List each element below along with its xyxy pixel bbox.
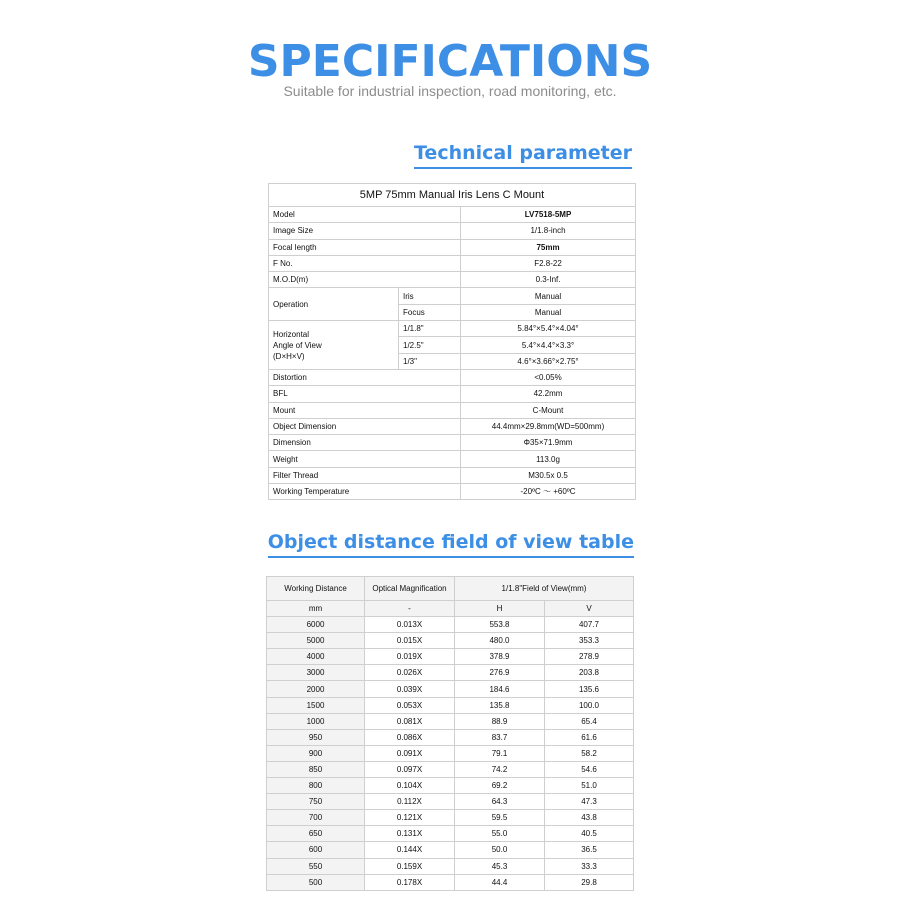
spec-value: 42.2mm bbox=[461, 386, 636, 402]
cell-optical-magnification: 0.081X bbox=[365, 713, 455, 729]
cell-fov-v: 51.0 bbox=[545, 778, 634, 794]
fov-table bbox=[266, 576, 634, 891]
fov-units-row bbox=[267, 601, 634, 617]
cell-fov-h: 480.0 bbox=[455, 633, 545, 649]
heading-underline bbox=[268, 556, 634, 558]
cell-fov-v: 40.5 bbox=[545, 826, 634, 842]
cell-optical-magnification: 0.159X bbox=[365, 858, 455, 874]
cell-optical-magnification: 0.019X bbox=[365, 649, 455, 665]
cell-fov-v: 407.7 bbox=[545, 617, 634, 633]
spec-label: Model bbox=[269, 207, 461, 223]
cell-fov-v: 65.4 bbox=[545, 713, 634, 729]
cell-working-distance: 5000 bbox=[267, 633, 365, 649]
table-row bbox=[267, 697, 634, 713]
table-row bbox=[267, 713, 634, 729]
cell-optical-magnification: 0.026X bbox=[365, 665, 455, 681]
table-row bbox=[267, 649, 634, 665]
spec-label: Object Dimension bbox=[269, 418, 461, 434]
cell-fov-h: 64.3 bbox=[455, 794, 545, 810]
fov-header-row bbox=[267, 577, 634, 601]
cell-fov-h: 88.9 bbox=[455, 713, 545, 729]
spec-value: 113.0g bbox=[461, 451, 636, 467]
cell-fov-h: 184.6 bbox=[455, 681, 545, 697]
spec-value: Manual bbox=[461, 288, 636, 304]
table-row bbox=[267, 874, 634, 890]
cell-fov-v: 58.2 bbox=[545, 745, 634, 761]
technical-parameter-heading-text: Technical parameter bbox=[414, 142, 632, 164]
cell-optical-magnification: 0.013X bbox=[365, 617, 455, 633]
cell-fov-v: 43.8 bbox=[545, 810, 634, 826]
angle-label-line: Horizontal bbox=[273, 329, 310, 339]
spec-sublabel: 1/2.5" bbox=[399, 337, 461, 353]
spec-value: 0.3-Inf. bbox=[461, 272, 636, 288]
cell-working-distance: 750 bbox=[267, 794, 365, 810]
table-row bbox=[267, 826, 634, 842]
unit-mag: - bbox=[365, 601, 455, 617]
heading-underline bbox=[414, 167, 632, 169]
cell-fov-h: 553.8 bbox=[455, 617, 545, 633]
table-row bbox=[267, 681, 634, 697]
cell-fov-v: 47.3 bbox=[545, 794, 634, 810]
spec-label: Weight bbox=[269, 451, 461, 467]
unit-h: H bbox=[455, 601, 545, 617]
cell-fov-v: 29.8 bbox=[545, 874, 634, 890]
cell-working-distance: 900 bbox=[267, 745, 365, 761]
cell-fov-h: 55.0 bbox=[455, 826, 545, 842]
spec-sublabel: 1/3" bbox=[399, 353, 461, 369]
table-row bbox=[267, 794, 634, 810]
spec-row-f-no bbox=[269, 255, 636, 271]
spec-label: Focal length bbox=[269, 239, 461, 255]
cell-fov-v: 54.6 bbox=[545, 761, 634, 777]
spec-label: Mount bbox=[269, 402, 461, 418]
cell-working-distance: 3000 bbox=[267, 665, 365, 681]
spec-value: <0.05% bbox=[461, 369, 636, 385]
spec-row-angle-1 bbox=[269, 321, 636, 337]
spec-value: C-Mount bbox=[461, 402, 636, 418]
cell-optical-magnification: 0.144X bbox=[365, 842, 455, 858]
spec-value: 1/1.8-inch bbox=[461, 223, 636, 239]
spec-label: F No. bbox=[269, 255, 461, 271]
spec-value: F2.8-22 bbox=[461, 255, 636, 271]
spec-label: Dimension bbox=[269, 435, 461, 451]
spec-label: Distortion bbox=[269, 369, 461, 385]
cell-fov-v: 278.9 bbox=[545, 649, 634, 665]
cell-working-distance: 6000 bbox=[267, 617, 365, 633]
spec-table bbox=[268, 183, 636, 500]
spec-table-title: 5MP 75mm Manual Iris Lens C Mount bbox=[269, 184, 636, 207]
cell-fov-v: 353.3 bbox=[545, 633, 634, 649]
cell-fov-v: 61.6 bbox=[545, 729, 634, 745]
cell-optical-magnification: 0.178X bbox=[365, 874, 455, 890]
cell-fov-h: 45.3 bbox=[455, 858, 545, 874]
spec-value: Φ35×71.9mm bbox=[461, 435, 636, 451]
cell-working-distance: 650 bbox=[267, 826, 365, 842]
cell-fov-h: 50.0 bbox=[455, 842, 545, 858]
cell-fov-h: 74.2 bbox=[455, 761, 545, 777]
cell-working-distance: 950 bbox=[267, 729, 365, 745]
table-row bbox=[267, 761, 634, 777]
fov-table-heading bbox=[268, 531, 634, 558]
cell-fov-h: 83.7 bbox=[455, 729, 545, 745]
cell-fov-v: 203.8 bbox=[545, 665, 634, 681]
spec-value: 44.4mm×29.8mm(WD=500mm) bbox=[461, 418, 636, 434]
cell-working-distance: 1500 bbox=[267, 697, 365, 713]
unit-v: V bbox=[545, 601, 634, 617]
cell-fov-h: 69.2 bbox=[455, 778, 545, 794]
cell-fov-h: 276.9 bbox=[455, 665, 545, 681]
spec-value: M30.5x 0.5 bbox=[461, 467, 636, 483]
spec-row-filter-thread bbox=[269, 467, 636, 483]
spec-row-focal-length bbox=[269, 239, 636, 255]
spec-sublabel: Iris bbox=[399, 288, 461, 304]
spec-row-weight bbox=[269, 451, 636, 467]
cell-optical-magnification: 0.039X bbox=[365, 681, 455, 697]
spec-row-bfl bbox=[269, 386, 636, 402]
angle-label-line: (D×H×V) bbox=[273, 351, 305, 361]
cell-fov-v: 33.3 bbox=[545, 858, 634, 874]
spec-sublabel: Focus bbox=[399, 304, 461, 320]
table-row bbox=[267, 633, 634, 649]
spec-label-angle-of-view bbox=[269, 321, 399, 370]
angle-label-line: Angle of View bbox=[273, 340, 322, 350]
spec-value: 5.4°×4.4°×3.3° bbox=[461, 337, 636, 353]
spec-table-title-row bbox=[269, 184, 636, 207]
spec-label: Image Size bbox=[269, 223, 461, 239]
cell-optical-magnification: 0.091X bbox=[365, 745, 455, 761]
cell-fov-v: 135.6 bbox=[545, 681, 634, 697]
cell-optical-magnification: 0.086X bbox=[365, 729, 455, 745]
spec-row-operation-iris bbox=[269, 288, 636, 304]
page-subtitle: Suitable for industrial inspection, road monitoring, etc. bbox=[283, 83, 617, 99]
spec-row-working-temperature bbox=[269, 484, 636, 500]
cell-fov-v: 36.5 bbox=[545, 842, 634, 858]
cell-fov-h: 44.4 bbox=[455, 874, 545, 890]
cell-working-distance: 800 bbox=[267, 778, 365, 794]
spec-label: Filter Thread bbox=[269, 467, 461, 483]
cell-working-distance: 4000 bbox=[267, 649, 365, 665]
spec-row-mod bbox=[269, 272, 636, 288]
table-row bbox=[267, 617, 634, 633]
spec-label: Working Temperature bbox=[269, 484, 461, 500]
cell-fov-h: 79.1 bbox=[455, 745, 545, 761]
spec-label: M.O.D(m) bbox=[269, 272, 461, 288]
page-title: SPECIFICATIONS bbox=[247, 36, 653, 87]
column-header-optical-magnification: Optical Magnification bbox=[365, 577, 455, 601]
cell-optical-magnification: 0.097X bbox=[365, 761, 455, 777]
spec-label: Operation bbox=[269, 288, 399, 321]
cell-working-distance: 700 bbox=[267, 810, 365, 826]
spec-row-image-size bbox=[269, 223, 636, 239]
spec-value: Manual bbox=[461, 304, 636, 320]
table-row bbox=[267, 778, 634, 794]
spec-row-distortion bbox=[269, 369, 636, 385]
fov-table-body bbox=[267, 577, 634, 891]
table-row bbox=[267, 729, 634, 745]
fov-table-heading-text: Object distance field of view table bbox=[267, 531, 634, 553]
cell-optical-magnification: 0.104X bbox=[365, 778, 455, 794]
cell-working-distance: 850 bbox=[267, 761, 365, 777]
spec-value: 4.6°×3.66°×2.75° bbox=[461, 353, 636, 369]
table-row bbox=[267, 858, 634, 874]
table-row bbox=[267, 745, 634, 761]
cell-fov-h: 135.8 bbox=[455, 697, 545, 713]
table-row bbox=[267, 810, 634, 826]
spec-value: -20ºC ～ +60ºC bbox=[461, 484, 636, 500]
spec-row-mount bbox=[269, 402, 636, 418]
cell-working-distance: 550 bbox=[267, 858, 365, 874]
cell-working-distance: 2000 bbox=[267, 681, 365, 697]
cell-optical-magnification: 0.053X bbox=[365, 697, 455, 713]
cell-optical-magnification: 0.015X bbox=[365, 633, 455, 649]
spec-row-model bbox=[269, 207, 636, 223]
table-row bbox=[267, 665, 634, 681]
cell-optical-magnification: 0.112X bbox=[365, 794, 455, 810]
cell-working-distance: 600 bbox=[267, 842, 365, 858]
cell-working-distance: 1000 bbox=[267, 713, 365, 729]
cell-fov-h: 59.5 bbox=[455, 810, 545, 826]
column-header-field-of-view: 1/1.8"Field of View(mm) bbox=[455, 577, 634, 601]
column-header-working-distance: Working Distance bbox=[267, 577, 365, 601]
spec-row-dimension bbox=[269, 435, 636, 451]
spec-label: BFL bbox=[269, 386, 461, 402]
spec-value: 75mm bbox=[461, 239, 636, 255]
unit-wd: mm bbox=[267, 601, 365, 617]
spec-value: LV7518-5MP bbox=[461, 207, 636, 223]
cell-fov-v: 100.0 bbox=[545, 697, 634, 713]
spec-value: 5.84°×5.4°×4.04° bbox=[461, 321, 636, 337]
cell-optical-magnification: 0.121X bbox=[365, 810, 455, 826]
cell-optical-magnification: 0.131X bbox=[365, 826, 455, 842]
cell-fov-h: 378.9 bbox=[455, 649, 545, 665]
cell-working-distance: 500 bbox=[267, 874, 365, 890]
table-row bbox=[267, 842, 634, 858]
spec-row-object-dimension bbox=[269, 418, 636, 434]
spec-sublabel: 1/1.8" bbox=[399, 321, 461, 337]
technical-parameter-heading bbox=[414, 142, 632, 169]
